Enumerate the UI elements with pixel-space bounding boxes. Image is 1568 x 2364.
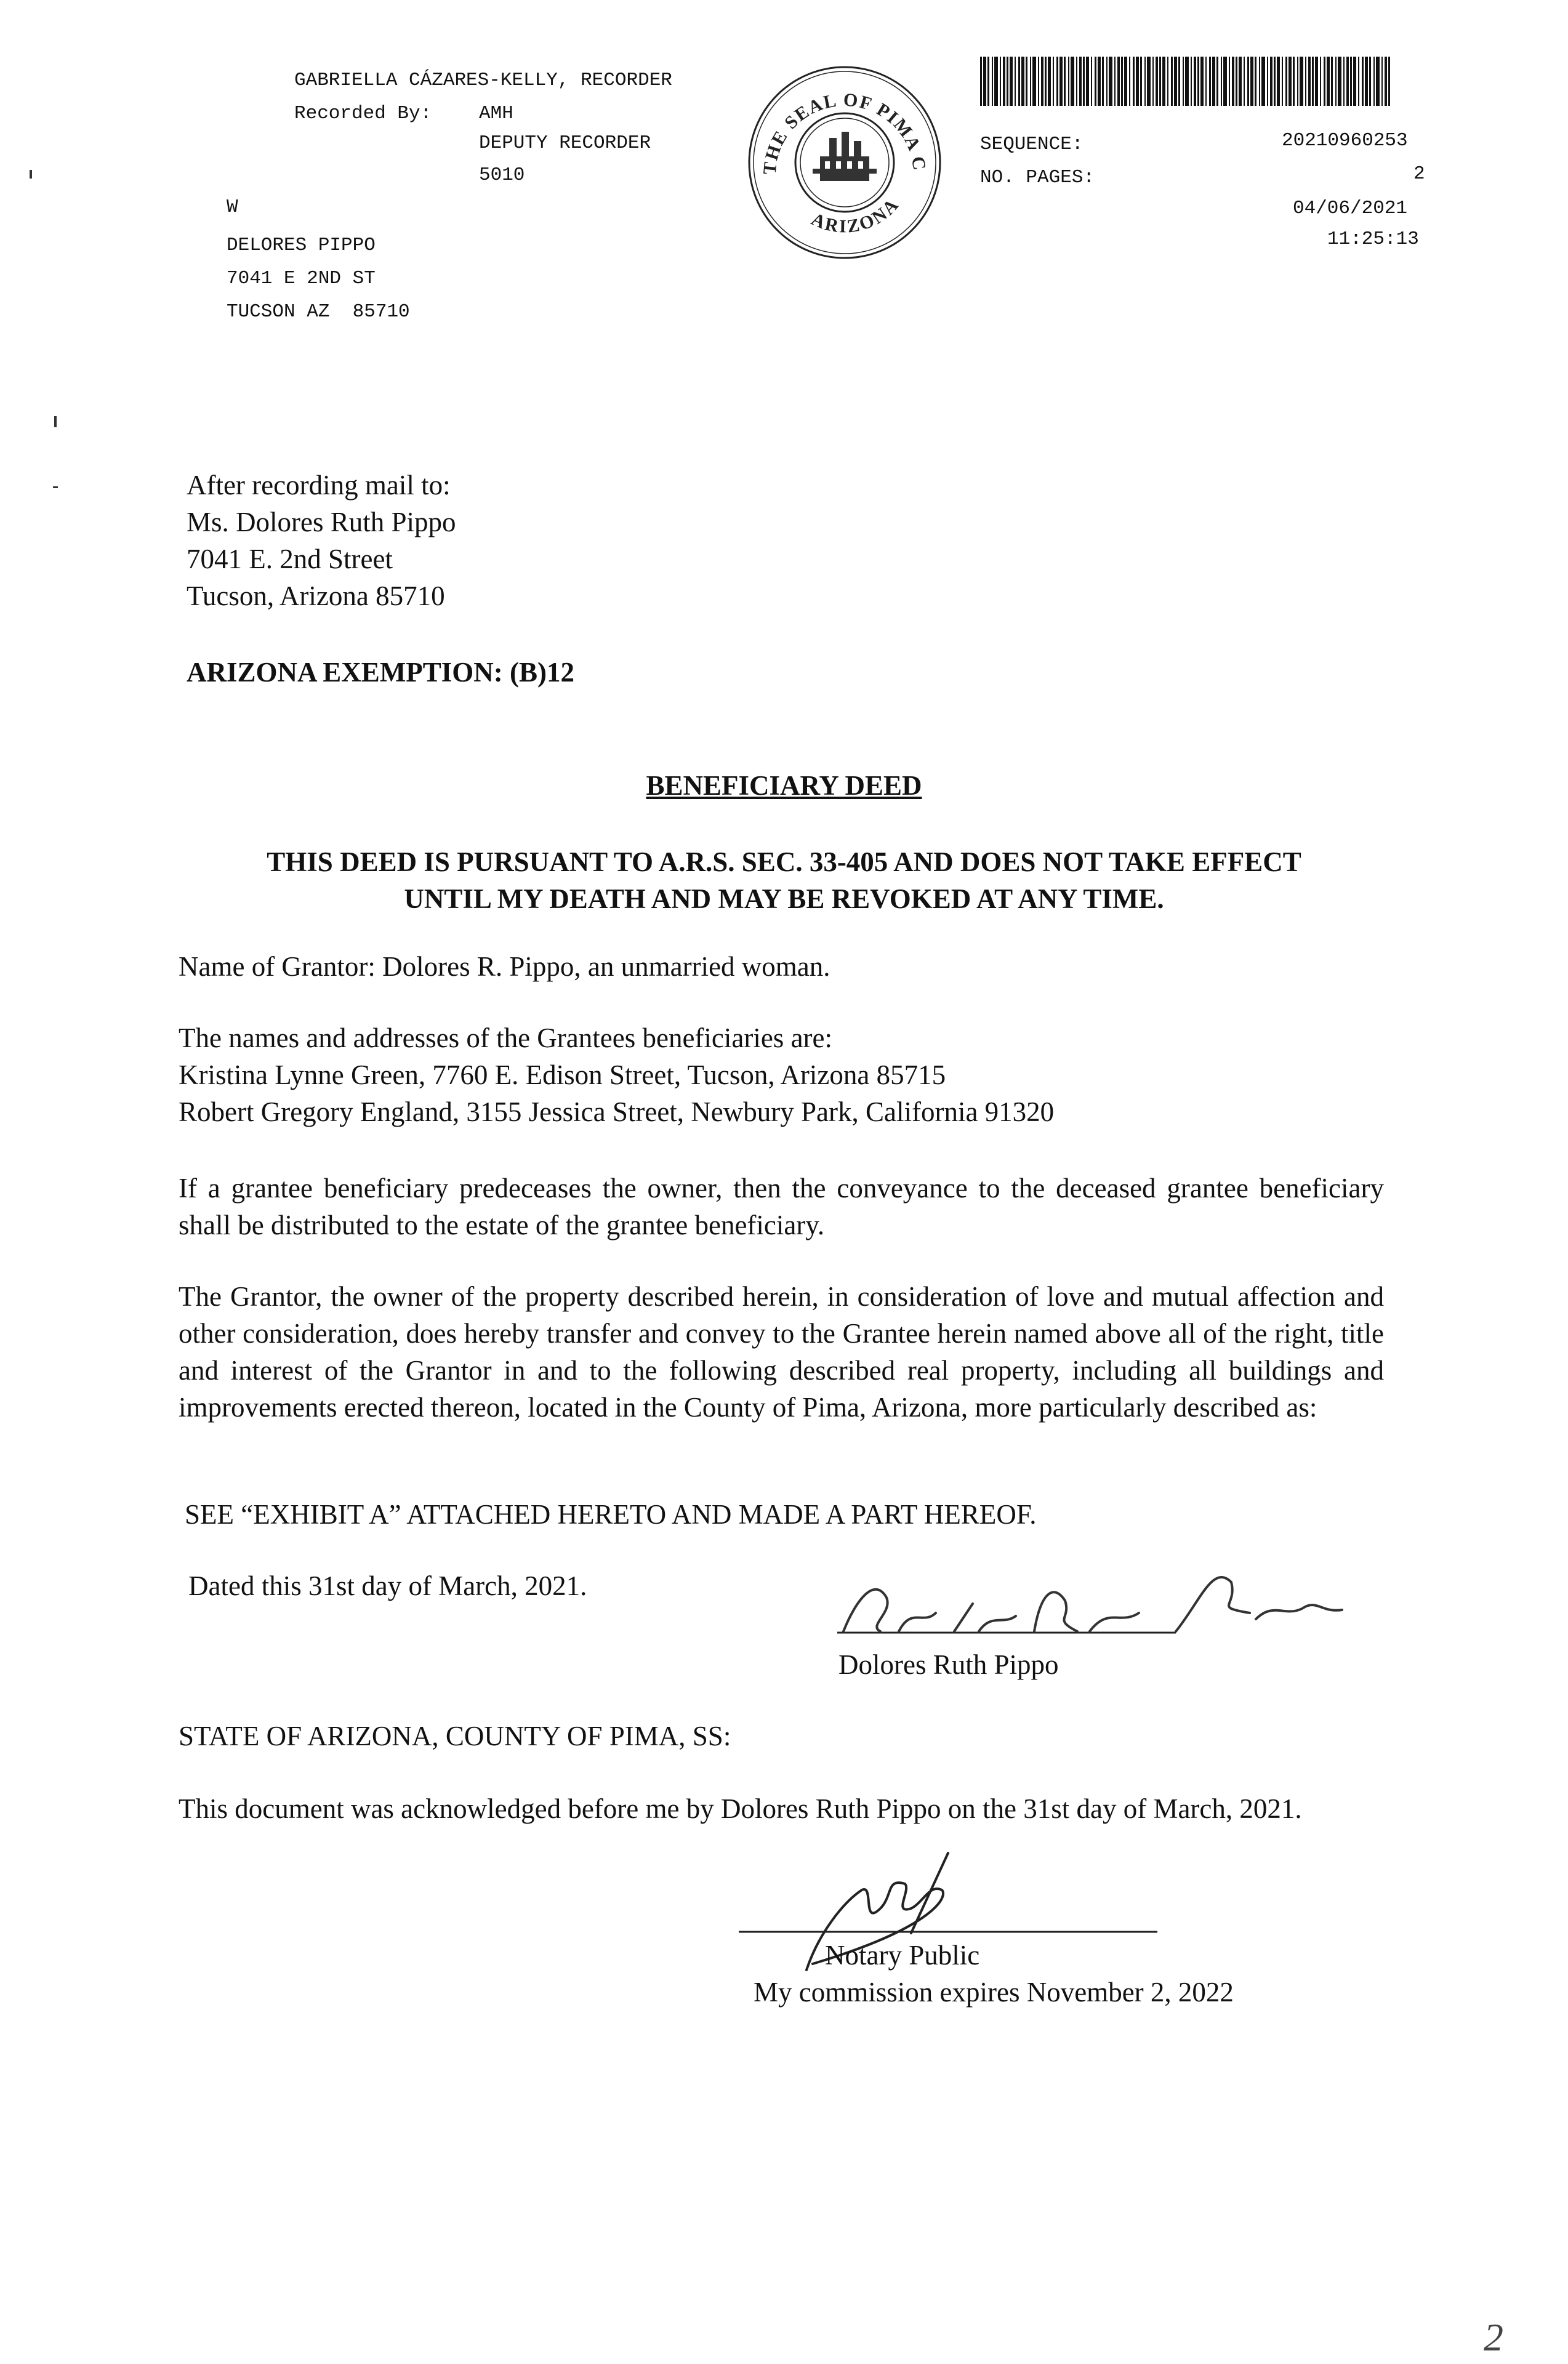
mail-to-street: 7041 E. 2nd Street — [187, 544, 393, 574]
deputy-number: 5010 — [479, 164, 525, 186]
barcode-bar — [1362, 57, 1364, 106]
barcode-bar — [1259, 57, 1260, 106]
pages-label: NO. PAGES: — [980, 167, 1095, 188]
sequence-label: SEQUENCE: — [980, 134, 1084, 155]
exemption-code: ARIZONA EXEMPTION: (B)12 — [187, 657, 575, 688]
barcode-bar — [1041, 57, 1043, 106]
barcode-bar — [1109, 57, 1112, 106]
dated-line: Dated this 31st day of March, 2021. — [188, 1570, 587, 1601]
barcode-bar — [1003, 57, 1005, 106]
barcode-bar — [1007, 57, 1008, 106]
barcode-bar — [1247, 57, 1249, 106]
barcode-bar — [980, 57, 982, 106]
barcode-bar — [1365, 57, 1368, 106]
barcode-bar — [1136, 57, 1139, 106]
barcode-bar — [1129, 57, 1130, 106]
barcode-bar — [1032, 57, 1036, 106]
barcode-bar — [1289, 57, 1292, 106]
barcode-bar — [1038, 57, 1039, 106]
seal-graphic — [746, 64, 943, 261]
barcode-bar — [1236, 57, 1237, 106]
barcode-bar — [1320, 57, 1321, 106]
barcode-bar — [1285, 57, 1287, 106]
barcode — [980, 57, 1394, 106]
mail-to-heading: After recording mail to: — [187, 470, 451, 501]
barcode-bar — [1064, 57, 1066, 106]
barcode-bar — [1244, 57, 1245, 106]
barcode-bar — [1255, 57, 1256, 106]
barcode-bar — [1167, 57, 1168, 106]
barcode-bar — [1045, 57, 1047, 106]
barcode-bar — [1147, 57, 1151, 106]
barcode-bar — [1026, 57, 1027, 106]
barcode-bar — [1156, 57, 1158, 106]
barcode-bar — [1308, 57, 1311, 106]
barcode-bar — [983, 57, 986, 106]
barcode-bar — [1229, 57, 1230, 106]
barcode-bar — [1030, 57, 1031, 106]
barcode-bar — [1102, 57, 1104, 106]
deed-notice-line-1: THIS DEED IS PURSUANT TO A.R.S. SEC. 33-405 AND DOES NOT TAKE EFFECT — [267, 846, 1301, 877]
seal-text-top: THE SEAL OF PIMA C — [759, 89, 930, 175]
barcode-bar — [1376, 57, 1380, 106]
barcode-bar — [1174, 57, 1177, 106]
recorded-by-label: Recorded By: — [294, 103, 432, 124]
grantor-name: Name of Grantor: Dolores R. Pippo, an unmarried woman. — [179, 951, 830, 982]
recording-date: 04/06/2021 — [1293, 198, 1408, 219]
pages-value: 2 — [1413, 163, 1425, 185]
barcode-bar — [1293, 57, 1295, 106]
barcode-bar — [1305, 57, 1306, 106]
barcode-bar — [1385, 57, 1387, 106]
grantor-printed-name: Dolores Ruth Pippo — [838, 1649, 1059, 1680]
barcode-bar — [1200, 57, 1204, 106]
barcode-bar — [992, 57, 993, 106]
recorder-name: GABRIELLA CÁZARES-KELLY, RECORDER — [294, 70, 672, 91]
barcode-bar — [1159, 57, 1161, 106]
barcode-bar — [1194, 57, 1196, 106]
barcode-bar — [1232, 57, 1234, 106]
acknowledgment-paragraph: This document was acknowledged before me by Dolores Ruth Pippo on the 31st day of March, 2021. — [179, 1793, 1302, 1824]
barcode-bar — [1178, 57, 1180, 106]
barcode-bar — [994, 57, 998, 106]
barcode-bar — [1274, 57, 1276, 106]
barcode-bar — [1223, 57, 1227, 106]
deed-notice-line-2: UNTIL MY DEATH AND MAY BE REVOKED AT ANY TIME. — [404, 883, 1164, 914]
barcode-bar — [1261, 57, 1265, 106]
barcode-bar — [1277, 57, 1280, 106]
barcode-bar — [1191, 57, 1192, 106]
barcode-bar — [1071, 57, 1074, 106]
barcode-bar — [1079, 57, 1082, 106]
barcode-bar — [987, 57, 989, 106]
barcode-bar — [1144, 57, 1146, 106]
barcode-bar — [1117, 57, 1120, 106]
barcode-bar — [1091, 57, 1092, 106]
barcode-bar — [1343, 57, 1345, 106]
deputy-title: DEPUTY RECORDER — [479, 132, 651, 154]
barcode-bar — [1152, 57, 1154, 106]
barcode-bar — [1300, 57, 1303, 106]
grantees-heading: The names and addresses of the Grantees beneficiaries are: — [179, 1023, 833, 1053]
county-seal — [746, 64, 943, 261]
barcode-bar — [1010, 57, 1013, 106]
barcode-bar — [1053, 57, 1054, 106]
page-number: 2 — [1484, 2315, 1503, 2359]
barcode-bar — [1221, 57, 1222, 106]
barcode-bar — [1183, 57, 1184, 106]
barcode-bar — [1373, 57, 1375, 106]
addressee-city: TUCSON AZ 85710 — [227, 301, 410, 323]
addressee-name: DELORES PIPPO — [227, 235, 376, 256]
recorded-by-value: AMH — [479, 103, 513, 124]
barcode-bar — [1048, 57, 1051, 106]
barcode-graphic — [980, 57, 1394, 106]
barcode-bar — [1171, 57, 1173, 106]
barcode-bar — [1000, 57, 1001, 106]
recording-code: W — [227, 196, 238, 218]
barcode-bar — [1015, 57, 1016, 106]
barcode-bar — [1121, 57, 1123, 106]
barcode-bar — [1346, 57, 1349, 106]
barcode-bar — [1018, 57, 1020, 106]
mail-to-city: Tucson, Arizona 85710 — [187, 581, 445, 611]
sequence-value: 20210960253 — [1282, 130, 1408, 151]
barcode-bar — [1106, 57, 1108, 106]
grantor-signature — [831, 1539, 1361, 1650]
barcode-bar — [1353, 57, 1356, 106]
barcode-bar — [1381, 57, 1383, 106]
barcode-bar — [1133, 57, 1135, 106]
conveyance-paragraph: The Grantor, the owner of the property described herein, in consideration of love and mutual affection and other consideration, does hereby transfer and convey to the Grantee herein named above all of the right, title and interest of the Grantor in and to the following described real property, including all buildings and improvements erected thereon, located in the County of Pima, Arizona, more particularly described as: — [179, 1281, 1384, 1423]
predecease-paragraph: If a grantee beneficiary predeceases the owner, then the conveyance to the deceased grantee beneficiary shall be distributed to the estate of the grantee beneficiary. — [179, 1173, 1384, 1240]
barcode-bar — [1021, 57, 1024, 106]
scan-mark — [53, 486, 58, 488]
barcode-bar — [1282, 57, 1283, 106]
grantee-2: Robert Gregory England, 3155 Jessica Street, Newbury Park, California 91320 — [179, 1096, 1055, 1127]
notary-public-label: Notary Public — [825, 1940, 980, 1971]
barcode-bar — [1250, 57, 1253, 106]
barcode-bar — [1059, 57, 1063, 106]
barcode-bar — [1205, 57, 1207, 106]
addressee-street: 7041 E 2ND ST — [227, 268, 376, 289]
barcode-bar — [1098, 57, 1101, 106]
barcode-bar — [1114, 57, 1116, 106]
barcode-bar — [1086, 57, 1089, 106]
barcode-bar — [1327, 57, 1330, 106]
barcode-bar — [1068, 57, 1069, 106]
barcode-bar — [1388, 57, 1390, 106]
barcode-bar — [1324, 57, 1325, 106]
barcode-bar — [1239, 57, 1242, 106]
barcode-bar — [1083, 57, 1085, 106]
barcode-bar — [1338, 57, 1341, 106]
recording-time: 11:25:13 — [1327, 228, 1419, 250]
barcode-bar — [1124, 57, 1127, 106]
barcode-bar — [1331, 57, 1333, 106]
scan-mark — [54, 416, 57, 427]
barcode-bar — [1185, 57, 1189, 106]
seal-text-bottom: ARIZONA — [808, 193, 904, 237]
grantor-signature-graphic — [831, 1539, 1361, 1650]
barcode-bar — [1140, 57, 1142, 106]
barcode-bar — [1162, 57, 1165, 106]
barcode-bar — [1216, 57, 1218, 106]
barcode-bar — [1212, 57, 1215, 106]
barcode-bar — [1335, 57, 1337, 106]
barcode-bar — [1197, 57, 1199, 106]
barcode-bar — [1315, 57, 1318, 106]
barcode-bar — [1312, 57, 1314, 106]
barcode-bar — [1297, 57, 1298, 106]
mail-to-name: Ms. Dolores Ruth Pippo — [187, 507, 456, 537]
barcode-bar — [1369, 57, 1371, 106]
barcode-bar — [1267, 57, 1268, 106]
grantee-1: Kristina Lynne Green, 7760 E. Edison Street, Tucson, Arizona 85715 — [179, 1059, 946, 1090]
state-county-line: STATE OF ARIZONA, COUNTY OF PIMA, SS: — [179, 1721, 731, 1751]
barcode-bar — [1076, 57, 1077, 106]
svg-text:ARIZONA — [808, 194, 904, 237]
barcode-bar — [1209, 57, 1211, 106]
deed-title: BENEFICIARY DEED — [646, 770, 922, 801]
barcode-bar — [1095, 57, 1096, 106]
barcode-bar — [1350, 57, 1352, 106]
exhibit-reference: SEE “EXHIBIT A” ATTACHED HERETO AND MADE A PART HEREOF. — [185, 1499, 1037, 1530]
scan-mark — [30, 170, 32, 179]
barcode-bar — [1358, 57, 1359, 106]
barcode-bar — [1056, 57, 1058, 106]
commission-expiration: My commission expires November 2, 2022 — [754, 1977, 1234, 2008]
barcode-bar — [1270, 57, 1272, 106]
